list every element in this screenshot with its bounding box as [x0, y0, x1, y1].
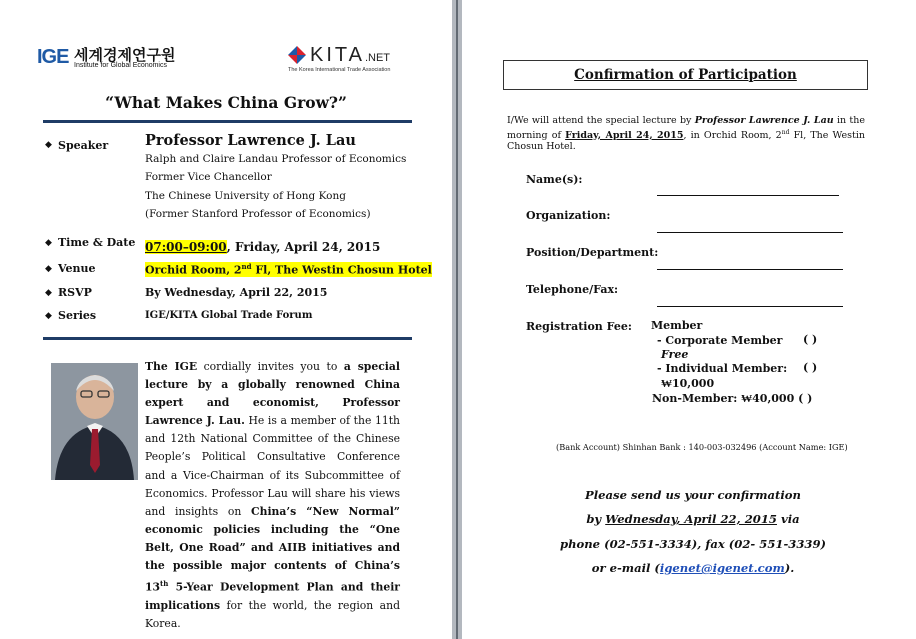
attendance-statement: I/We will attend the special lecture by Professor Lawrence J. Lau in the morning of Friday, April 24, 2015, in Orchid Room, 2nd Fl, The Westin Chosun Hotel. [507, 115, 866, 153]
individual-member-checkbox[interactable]: ( ) [803, 361, 818, 374]
ige-logo [37, 46, 197, 72]
confirmation-title: Confirmation of Participation [574, 67, 797, 83]
kita-name: KITA [310, 44, 365, 66]
non-member-option[interactable]: Non-Member: ₩40,000 ( ) [652, 392, 813, 405]
date-value: , Friday, April 24, 2015 [226, 240, 381, 254]
speaker-title-line: (Former Stanford Professor of Economics) [145, 208, 371, 220]
speaker-title-line: Ralph and Claire Landau Professor of Economics [145, 153, 407, 165]
confirmation-header-box [503, 60, 868, 90]
speaker-title-line: The Chinese University of Hong Kong [145, 190, 346, 202]
event-title: “What Makes China Grow?” [105, 93, 347, 112]
bank-account-info: (Bank Account) Shinhan Bank : 140-003-032496 (Account Name: IGE) [556, 442, 848, 452]
speaker-title-line: Former Vice Chancellor [145, 171, 272, 183]
bullet-icon: ◆ [45, 238, 52, 248]
telephone-label: Telephone/Fax: [526, 283, 619, 296]
send-contact-line: phone (02-551-3334), fax (02- 551-3339) [559, 537, 827, 551]
ige-mark: IGE [37, 46, 69, 68]
speaker-photo [51, 363, 138, 480]
venue-value: Orchid Room, 2nd Fl, The Westin Chosun Hotel [145, 262, 432, 277]
speaker-name: Professor Lawrence J. Lau [145, 132, 356, 149]
ige-korean-name: 세계경제연구원 [74, 46, 176, 64]
bullet-icon: ◆ [45, 264, 52, 274]
bullet-icon: ◆ [45, 140, 52, 150]
corporate-member-checkbox[interactable]: ( ) [803, 333, 818, 346]
confirmation-page [462, 0, 916, 639]
venue-label: Venue [58, 262, 96, 275]
corporate-fee-value: Free [661, 348, 689, 361]
name-label: Name(s): [526, 173, 583, 186]
corporate-member-option: - Corporate Member [657, 334, 783, 347]
bullet-icon: ◆ [45, 288, 52, 298]
kita-logo [288, 46, 408, 76]
speaker-bio: The IGE cordially invites you to a special lecture by a globally renowned China expert and economist, Professor Lawrence J. Lau. He is a member of the 11th and 12th National Committee of the Chinese People’s Political Consultative Conference and a Vice-Chairman of its Subcommittee of Economics. Professor Lau will share his views and insights on China’s “New Normal” economic policies including the “One Belt, One Road” and AIIB initiatives and the possible major contents of China’s 13th 5-Year Development Plan and their implications for the world, the region and Korea. [145, 360, 401, 630]
series-value: IGE/KITA Global Trade Forum [145, 310, 313, 321]
position-input-line[interactable] [657, 269, 843, 270]
top-rule [43, 120, 412, 123]
flyer-page [0, 0, 452, 639]
send-instruction-line: Please send us your confirmation [585, 488, 801, 502]
email-link[interactable]: igenet@igenet.com [659, 561, 785, 575]
organization-input-line[interactable] [657, 232, 843, 233]
time-label: Time & Date [58, 236, 136, 249]
ige-english-name: Institute for Global Economics [74, 62, 167, 69]
kita-symbol-icon [288, 46, 306, 64]
member-heading: Member [651, 319, 703, 332]
kita-subtitle: The Korea International Trade Association [288, 67, 391, 73]
bottom-rule [43, 337, 412, 340]
name-input-line[interactable] [657, 195, 839, 196]
individual-member-option: - Individual Member: [657, 362, 788, 375]
rsvp-label: RSVP [58, 286, 92, 299]
rsvp-value: By Wednesday, April 22, 2015 [145, 286, 328, 299]
bullet-icon: ◆ [45, 311, 52, 321]
registration-fee-label: Registration Fee: [526, 320, 632, 333]
position-label: Position/Department: [526, 246, 659, 259]
series-label: Series [58, 309, 97, 322]
organization-label: Organization: [526, 209, 611, 222]
send-deadline-line: by Wednesday, April 22, 2015 via [586, 512, 800, 526]
page-divider [456, 0, 458, 639]
send-email-line: or e-mail (igenet@igenet.com). [591, 561, 795, 575]
speaker-portrait-icon [51, 363, 138, 480]
individual-fee-value: ₩10,000 [661, 377, 715, 390]
time-value: 07:00–09:00 [145, 240, 227, 254]
kita-suffix: .NET [364, 52, 391, 64]
telephone-input-line[interactable] [657, 306, 843, 307]
speaker-label: Speaker [58, 139, 109, 152]
